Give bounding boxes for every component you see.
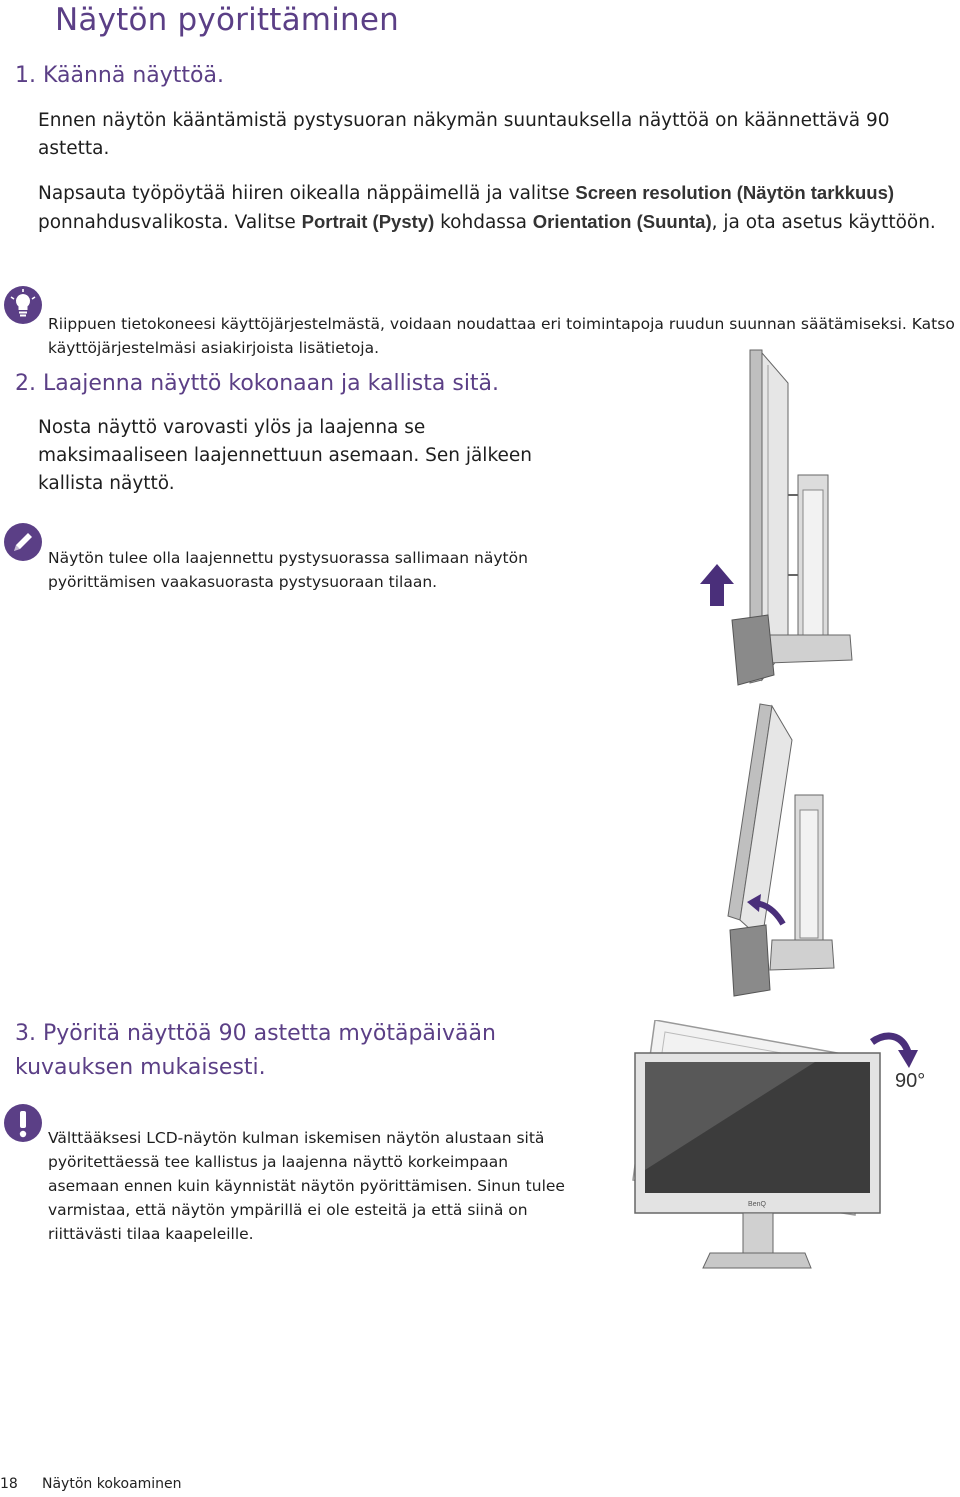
- step1-heading: 1. Käännä näyttöä.: [15, 63, 224, 88]
- footer-section: Näytön kokoaminen: [42, 1476, 182, 1492]
- note-text: Näytön tulee olla laajennettu pystysuorassa sallimaan näytön pyörittämisen vaakasuorasta pystysuoraan tilaan.: [48, 549, 528, 591]
- up-arrow-icon: [700, 564, 734, 610]
- warning-text: Välttääksesi LCD-näytön kulman iskemisen näytön alustaan sitä pyöritettäessä tee kallistus ja laajenna näyttö korkeimpaan asemaan ennen kuin käynnistät näytön pyörittämisen. Sinun tulee varmistaa, että näytön ympärillä ei ole esteitä ja että siinä on riittävästi tilaa kaapeleille.: [48, 1129, 565, 1243]
- page-title: Näytön pyörittäminen: [55, 2, 399, 38]
- pencil-icon: [3, 522, 43, 566]
- tip-text: Riippuen tietokoneesi käyttöjärjestelmästä, voidaan noudattaa eri toimintapoja ruudun suunnan säätämiseksi. Katso käyttöjärjestelmäsi asiakirjoista lisätietoja.: [48, 315, 955, 357]
- monitor-side-view-tilted: [700, 700, 850, 1000]
- lightbulb-icon: [3, 285, 43, 329]
- angle-label: 90°: [895, 1070, 926, 1092]
- step2-paragraph: Nosta näyttö varovasti ylös ja laajenna se maksimaaliseen laajennettuun asemaan. Sen jälkeen kallista näyttö.: [38, 417, 532, 494]
- page-number: 18: [0, 1476, 18, 1492]
- step2-heading: 2. Laajenna näyttö kokonaan ja kallista sitä.: [15, 371, 500, 396]
- step1-paragraph-1: Ennen näytön kääntämistä pystysuoran näkymän suuntauksella näyttöä on käännettävä 90 astetta.: [38, 110, 890, 159]
- ui-orientation: Orientation (Suunta): [532, 211, 712, 232]
- monitor-side-view-extended: [690, 345, 860, 690]
- monitor-rotation-front-view: [615, 1020, 885, 1270]
- brand-label: BenQ: [748, 1201, 766, 1208]
- ui-portrait: Portrait (Pysty): [301, 211, 435, 232]
- ui-screen-resolution: Screen resolution (Näytön tarkkuus): [575, 182, 895, 203]
- exclamation-icon: [3, 1103, 43, 1147]
- step3-heading: 3. Pyöritä näyttöä 90 astetta myötäpäivään kuvauksen mukaisesti.: [15, 1021, 496, 1080]
- curved-arrow-icon: [747, 890, 787, 934]
- step1-paragraph-2: Napsauta työpöytää hiiren oikealla näppäimellä ja valitse Screen resolution (Näytön tarkkuus) ponnahdusvalikosta. Valitse Portrait (Pysty) kohdassa Orientation (Suunta), ja ota asetus käyttöön.: [38, 182, 936, 233]
